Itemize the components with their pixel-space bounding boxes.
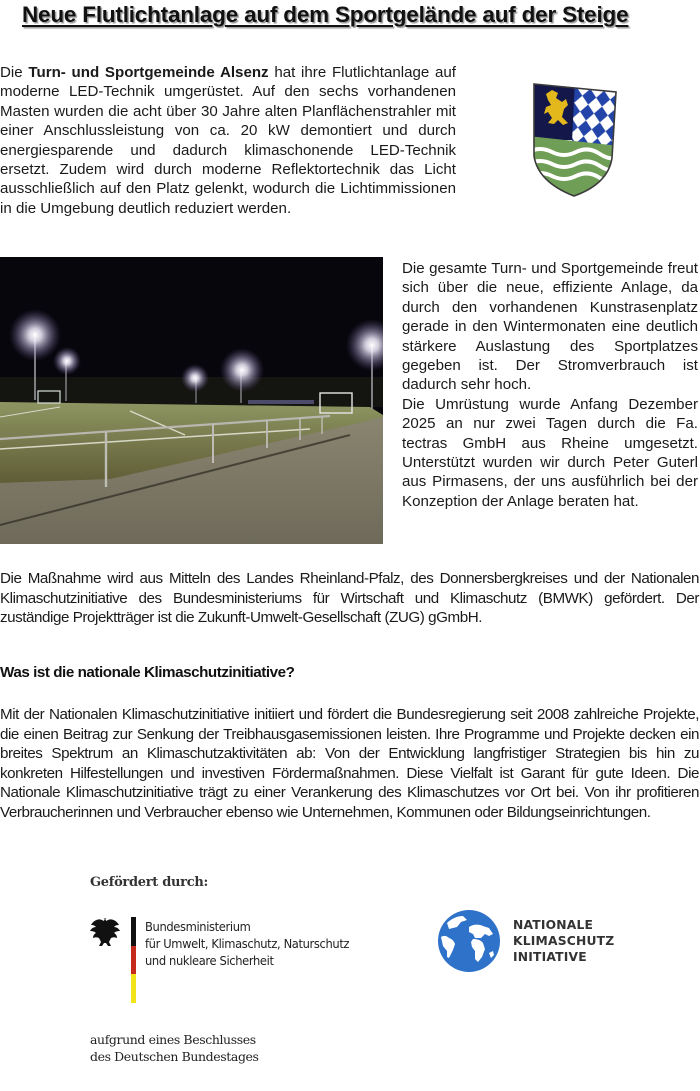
nki-heading: Was ist die nationale Klimaschutzinitiative? — [0, 664, 295, 681]
ministry-line: und nukleare Sicherheit — [145, 953, 274, 968]
nki-logo-text — [513, 917, 614, 965]
bundestag-resolution — [90, 1031, 259, 1065]
funding-paragraph: Die Maßnahme wird aus Mitteln des Landes Rheinland-Pfalz, des Donnersbergkreises und der Nationalen Klimaschutzinitiative des Bundesministeriums für Wirtschaft und Klimaschutz (BMWK) gefördert. Der zuständige Projektträger ist die Zukunft-Umwelt-Gesellschaft (ZUG) gGmbH. — [0, 570, 699, 626]
bundestag-line: des Deutschen Bundestages — [90, 1049, 259, 1064]
coat-of-arms-image — [528, 80, 620, 198]
page-title: Neue Flutlichtanlage auf dem Sportgelände auf der Steige — [22, 2, 629, 27]
globe-icon — [437, 909, 501, 973]
ministry-line: für Umwelt, Klimaschutz, Naturschutz — [145, 936, 350, 951]
nki-line: KLIMASCHUTZ — [513, 934, 615, 948]
federal-eagle-icon — [90, 915, 124, 949]
nki-paragraph: Mit der Nationalen Klimaschutzinitiative initiiert und fördert die Bundesregierung seit 2008 zahlreiche Projekte, die einen Beitrag zur Senkung der Treibhausgasemissionen leisten. Ihre Programme und Projekte decken ein breites Spektrum an Klimaschutzaktivitäten ab: Von der Entwicklung langfristiger Strategien bis hin zu konkreten Hilfestellungen und investiven Fördermaßnahmen. Diese Vielfalt ist Garant für gute Ideen. Die Nationale Klimaschutzinitiative trägt zu einer Verankerung des Klimaschutzes vor Ort bei. Von ihr profitieren Verbraucherinnen und Verbraucher ebenso wie Unternehmen, Kommunen oder Bildungseinrichtungen. — [0, 706, 699, 821]
side-paragraph-2: Die Umrüstung wurde Anfang Dezember 2025 an nur zwei Tagen durch die Fa. tectras GmbH aus Rheine umgesetzt. Unterstützt wurden wir durch Peter Guterl aus Pirmasens, der uns ausführlich bei der Konzeption der Anlage beraten hat. — [402, 395, 698, 510]
intro-paragraph — [0, 63, 456, 218]
funded-by-label: Gefördert durch: — [90, 875, 208, 890]
intro-post: hat ihre Flutlichtanlage auf moderne LED-Technik umgerüstet. Auf den sechs vorhandenen Masten wurden die acht über 30 Jahre alten Planflächenstrahler mit einer Anschlussleistung von ca. 20 kW demontiert und durch energiesparende und dadurch klimaschonende LED-Technik ersetzt. Zudem wird durch moderne Reflektortechnik das Licht ausschließlich auf den Platz gelenkt, wodurch die Lichtimmissionen in die Umgebung deutlich reduziert werden. — [0, 64, 456, 217]
club-name: Turn- und Sportgemeinde Alsenz — [28, 64, 269, 81]
nki-line: NATIONALE — [513, 918, 594, 932]
floodlit-field-photo — [0, 257, 383, 544]
nki-line: INITIATIVE — [513, 950, 587, 964]
intro-pre: Die — [0, 64, 29, 81]
ministry-name — [145, 918, 349, 969]
german-flag-bar — [131, 917, 136, 1003]
side-paragraph — [402, 259, 698, 511]
ministry-line: Bundesministerium — [145, 919, 251, 934]
bundestag-line: aufgrund eines Beschlusses — [90, 1032, 256, 1047]
side-paragraph-1: Die gesamte Turn- und Sportgemeinde freut sich über die neue, effiziente Anlage, da durch den vorhandenen Kunstrasenplatz gerade in den Wintermonaten eine deutlich stärkere Auslastung des Sportplatzes gegeben ist. Der Stromverbrauch ist dadurch sehr hoch. — [402, 260, 698, 394]
